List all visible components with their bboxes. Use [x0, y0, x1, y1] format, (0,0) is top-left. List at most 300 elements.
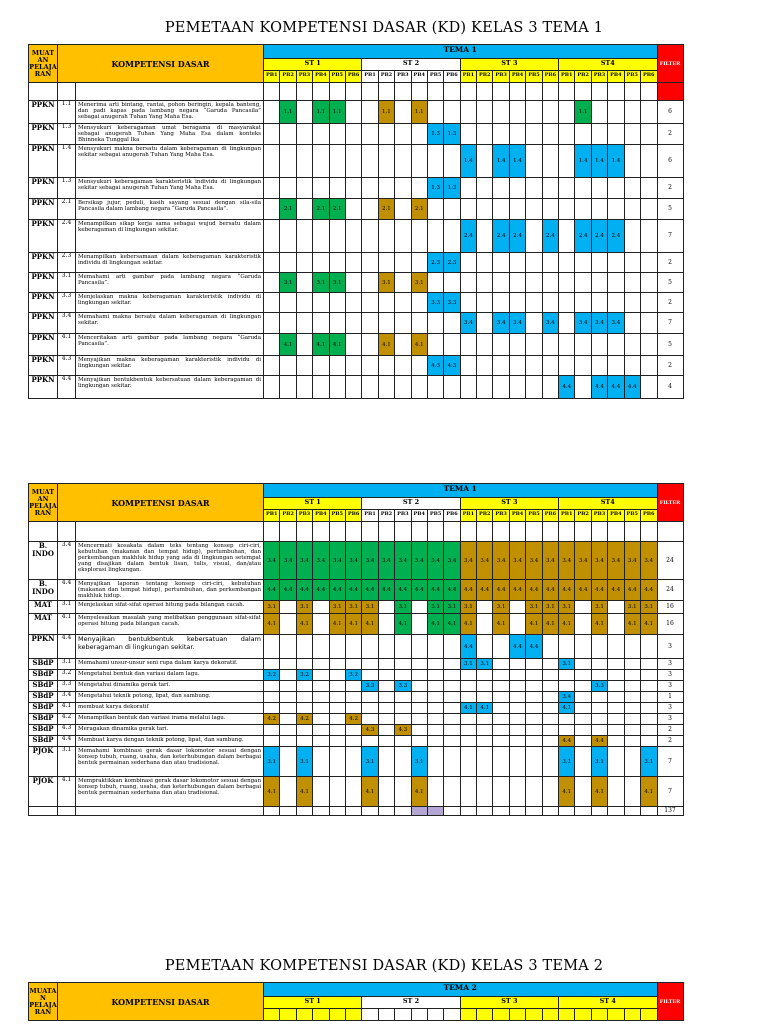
mapping-cell: 4.1	[591, 614, 607, 635]
mapping-cell-empty	[362, 356, 378, 376]
mapping-cell: 4.4	[526, 635, 542, 659]
mapping-cell-empty	[313, 178, 329, 199]
mapping-cell-empty	[477, 601, 493, 614]
pembelajaran-header	[280, 1009, 296, 1021]
empty-cell	[378, 522, 394, 542]
mapping-cell-empty	[313, 725, 329, 736]
pembelajaran-header	[444, 1009, 460, 1021]
empty-cell	[58, 522, 76, 542]
mapping-cell: 1.4	[608, 145, 624, 178]
mapping-cell-empty	[608, 692, 624, 703]
mapping-cell-empty	[329, 659, 345, 670]
mapping-cell-empty	[378, 124, 394, 145]
mapping-cell-empty	[608, 635, 624, 659]
mapping-cell-empty	[296, 220, 312, 253]
mapping-cell-empty	[411, 725, 427, 736]
subject-cell: SBdP	[29, 736, 58, 747]
subject-cell: SBdP	[29, 659, 58, 670]
mapping-cell-empty	[542, 681, 558, 692]
empty-cell	[29, 807, 58, 816]
mapping-cell-empty	[395, 659, 411, 670]
mapping-cell-empty	[526, 220, 542, 253]
mapping-cell-empty	[329, 178, 345, 199]
mapping-cell-empty	[640, 124, 657, 145]
empty-cell	[427, 83, 443, 101]
mapping-cell-empty	[624, 145, 640, 178]
mapping-cell-empty	[591, 273, 607, 293]
mapping-cell-empty	[345, 635, 361, 659]
row-total-cell: 16	[657, 601, 683, 614]
mapping-cell-empty	[460, 334, 476, 356]
pembelajaran-header	[460, 1009, 476, 1021]
mapping-cell: 4.2	[345, 714, 361, 725]
mapping-cell-empty	[378, 178, 394, 199]
mapping-cell-empty	[559, 124, 575, 145]
mapping-cell-empty	[280, 376, 296, 399]
mapping-cell-empty	[608, 253, 624, 273]
mapping-cell-empty	[542, 293, 558, 313]
kd-code-cell: 1.3	[58, 178, 76, 199]
mapping-cell: 3.4	[411, 542, 427, 580]
subtema-header: ST 1	[264, 498, 362, 510]
empty-cell	[76, 522, 264, 542]
mapping-cell-empty	[362, 376, 378, 399]
row-total-cell: 5	[657, 273, 683, 293]
mapping-cell-empty	[542, 199, 558, 220]
mapping-cell: 3.4	[264, 542, 280, 580]
table-row	[29, 747, 684, 777]
mapping-cell-empty	[477, 670, 493, 681]
mapping-cell: 3.4	[362, 542, 378, 580]
kompetensi-dasar-header: KOMPETENSI DASAR	[58, 45, 264, 83]
mapping-cell-empty	[559, 101, 575, 124]
pembelajaran-header: PB6	[542, 71, 558, 83]
mapping-cell-empty	[493, 253, 509, 273]
mapping-cell-empty	[460, 736, 476, 747]
kd-code-cell: 4.3	[58, 356, 76, 376]
mapping-cell-empty	[477, 101, 493, 124]
mapping-cell: 4.2	[296, 714, 312, 725]
mapping-cell-empty	[395, 703, 411, 714]
mapping-cell-empty	[575, 199, 591, 220]
mapping-cell-empty	[427, 747, 443, 777]
subtema-header: ST 3	[460, 997, 558, 1009]
empty-cell	[559, 522, 575, 542]
mapping-cell-empty	[427, 681, 443, 692]
mapping-cell-empty	[460, 293, 476, 313]
mapping-cell-empty	[575, 725, 591, 736]
pembelajaran-header: PB3	[296, 71, 312, 83]
kd-code-cell: 4.1	[58, 777, 76, 807]
mapping-cell-empty	[575, 635, 591, 659]
mapping-cell-empty	[280, 356, 296, 376]
mapping-cell-empty	[526, 670, 542, 681]
mapping-cell-empty	[575, 601, 591, 614]
mapping-cell-empty	[378, 293, 394, 313]
mapping-cell: 2.4	[460, 220, 476, 253]
empty-cell	[345, 83, 361, 101]
empty-cell	[608, 807, 624, 816]
mapping-cell-empty	[378, 313, 394, 334]
empty-cell	[313, 807, 329, 816]
mapping-cell: 3.1	[378, 273, 394, 293]
mapping-cell: 4.1	[313, 334, 329, 356]
kd-code-cell: 4.4	[58, 376, 76, 399]
mapping-cell-empty	[264, 101, 280, 124]
subtema-header: ST 3	[460, 498, 558, 510]
mapping-cell-empty	[624, 178, 640, 199]
mapping-cell: 3.4	[559, 542, 575, 580]
mapping-cell-empty	[559, 725, 575, 736]
mapping-cell: 4.4	[427, 580, 443, 601]
mapping-cell-empty	[313, 293, 329, 313]
mapping-cell: 3.1	[624, 601, 640, 614]
mapping-cell-empty	[509, 725, 525, 736]
empty-cell	[542, 83, 558, 101]
mapping-cell-empty	[542, 356, 558, 376]
mapping-cell-empty	[509, 747, 525, 777]
mapping-cell-empty	[280, 777, 296, 807]
row-total-cell: 24	[657, 580, 683, 601]
mapping-cell-empty	[427, 313, 443, 334]
empty-cell	[460, 522, 476, 542]
mapping-cell-empty	[526, 101, 542, 124]
empty-cell	[477, 83, 493, 101]
mapping-cell-empty	[411, 124, 427, 145]
mapping-cell: 3.4	[395, 542, 411, 580]
mapping-cell-empty	[280, 614, 296, 635]
mapping-cell-empty	[460, 681, 476, 692]
mapping-cell-empty	[509, 101, 525, 124]
mapping-cell: 4.4	[477, 580, 493, 601]
empty-cell	[264, 807, 280, 816]
subtema-header: ST 3	[460, 59, 558, 71]
kd-code-cell: 4.1	[58, 614, 76, 635]
table-row	[29, 542, 684, 580]
mapping-cell-empty	[427, 199, 443, 220]
table-row	[29, 376, 684, 399]
mapping-cell-empty	[427, 670, 443, 681]
mapping-cell-empty	[444, 736, 460, 747]
pembelajaran-header	[509, 1009, 525, 1021]
mapping-cell-empty	[575, 747, 591, 777]
mapping-cell-empty	[509, 199, 525, 220]
mapping-cell-empty	[345, 199, 361, 220]
mapping-cell-empty	[444, 714, 460, 725]
kd-code-cell: 3.3	[58, 293, 76, 313]
mapping-cell-empty	[640, 725, 657, 736]
kd-description-cell: Mencermati kosakata dalam teks tentang konsep ciri-ciri, kebutuhan (makanan dan tempat hidup), pertumbuhan, dan perkembangan makhluk hidup yang ada di lingkungan setempat yang disajikan dalam bentuk lisan, tulis, visual, dan/atau eksplorasi lingkungan.	[76, 542, 264, 580]
mapping-cell: 3.4	[444, 542, 460, 580]
mapping-cell-empty	[591, 334, 607, 356]
mapping-cell: 1.1	[378, 101, 394, 124]
mapping-cell-empty	[460, 356, 476, 376]
mapping-cell: 3.3	[591, 681, 607, 692]
mapping-cell-empty	[444, 747, 460, 777]
mapping-cell-empty	[559, 635, 575, 659]
mapping-cell-empty	[411, 703, 427, 714]
pembelajaran-header: PB4	[509, 71, 525, 83]
kd-code-cell: 3.1	[58, 747, 76, 777]
mapping-cell-empty	[575, 273, 591, 293]
mapping-cell-empty	[575, 670, 591, 681]
mapping-cell: 4.4	[313, 580, 329, 601]
mapping-cell-empty	[395, 313, 411, 334]
subject-cell: PPKN	[29, 145, 58, 178]
mapping-cell-empty	[624, 220, 640, 253]
pembelajaran-header	[640, 1009, 657, 1021]
row-total-cell: 3	[657, 703, 683, 714]
mapping-cell: 1.4	[460, 145, 476, 178]
mapping-cell: 4.1	[444, 614, 460, 635]
mapping-cell-empty	[624, 692, 640, 703]
subtema-header: ST 1	[264, 997, 362, 1009]
mapping-cell: 3.1	[591, 747, 607, 777]
mapping-cell: 4.4	[460, 580, 476, 601]
mapping-cell-empty	[640, 670, 657, 681]
mapping-cell-empty	[296, 253, 312, 273]
page-title-1: PEMETAAN KOMPETENSI DASAR (KD) KELAS 3 TEMA 1	[164, 20, 604, 36]
mapping-cell: 4.1	[460, 614, 476, 635]
kd-description-cell: Meragakan dinamika gerak tari.	[76, 725, 264, 736]
mapping-cell-empty	[559, 273, 575, 293]
pembelajaran-header: PB1	[264, 510, 280, 522]
mapping-cell-empty	[329, 376, 345, 399]
mapping-cell: 4.1	[329, 614, 345, 635]
pembelajaran-header	[575, 1009, 591, 1021]
mapping-cell-empty	[624, 670, 640, 681]
mapping-cell: 4.4	[296, 580, 312, 601]
mapping-cell: 3.1	[460, 659, 476, 670]
mapping-cell-empty	[526, 145, 542, 178]
mapping-cell-empty	[411, 313, 427, 334]
mapping-cell-empty	[395, 199, 411, 220]
mapping-cell-empty	[427, 692, 443, 703]
table-row	[29, 614, 684, 635]
mapping-cell-empty	[591, 293, 607, 313]
empty-cell	[378, 83, 394, 101]
row-total-cell: 7	[657, 313, 683, 334]
mapping-cell-empty	[640, 178, 657, 199]
row-total-cell: 6	[657, 101, 683, 124]
mapping-cell-empty	[313, 124, 329, 145]
kd-description-cell: Menyelesaikan masalah yang melibatkan penggunaan sifat-sifat operasi hitung pada bilangan cacah.	[76, 614, 264, 635]
mapping-cell: 4.4	[460, 635, 476, 659]
table-row	[29, 199, 684, 220]
mapping-cell-empty	[526, 199, 542, 220]
mapping-cell-empty	[395, 692, 411, 703]
mapping-cell: 4.1	[542, 614, 558, 635]
kd-description-cell: Menceritakan arti gambar pada lambang negara “Garuda Pancasila”.	[76, 334, 264, 356]
kd-description-cell: Menampilkan bentuk dan variasi irama melalui lagu.	[76, 714, 264, 725]
mapping-cell-empty	[608, 199, 624, 220]
table-row	[29, 777, 684, 807]
mapping-cell-empty	[444, 145, 460, 178]
mapping-cell: 3.2	[264, 670, 280, 681]
mapping-cell-empty	[477, 334, 493, 356]
mapping-cell: 3.1	[345, 601, 361, 614]
mapping-cell-empty	[444, 273, 460, 293]
empty-cell	[76, 83, 264, 101]
mapping-cell-empty	[640, 635, 657, 659]
mapping-cell: 4.4	[493, 580, 509, 601]
empty-cell	[608, 83, 624, 101]
row-total-cell: 3	[657, 681, 683, 692]
kd-code-cell: 3.4	[58, 313, 76, 334]
empty-cell	[526, 522, 542, 542]
mapping-cell-empty	[427, 145, 443, 178]
row-total-cell: 7	[657, 220, 683, 253]
pembelajaran-header	[264, 1009, 280, 1021]
mapping-cell-empty	[345, 124, 361, 145]
pembelajaran-header: PB6	[640, 71, 657, 83]
mapping-cell: 4.3	[395, 725, 411, 736]
row-total-cell: 24	[657, 542, 683, 580]
mapping-cell: 3.4	[575, 313, 591, 334]
pembelajaran-header: PB5	[329, 71, 345, 83]
mapping-cell: 3.4	[378, 542, 394, 580]
kd-description-cell: Membuat karya dengan teknik potong, lipat, dan sambung.	[76, 736, 264, 747]
mapping-cell: 4.3	[444, 356, 460, 376]
mapping-cell: 3.1	[640, 601, 657, 614]
mapping-cell-empty	[608, 356, 624, 376]
mapping-cell: 4.1	[395, 614, 411, 635]
empty-cell	[591, 807, 607, 816]
mapping-cell-empty	[624, 356, 640, 376]
empty-cell	[575, 83, 591, 101]
pembelajaran-header: PB6	[542, 510, 558, 522]
mapping-cell-empty	[362, 220, 378, 253]
pembelajaran-header	[296, 1009, 312, 1021]
mapping-cell-empty	[329, 736, 345, 747]
mapping-cell-empty	[542, 635, 558, 659]
table-row	[29, 703, 684, 714]
empty-cell	[493, 807, 509, 816]
pembelajaran-header: PB6	[345, 71, 361, 83]
subject-cell: SBdP	[29, 692, 58, 703]
subject-cell: PPKN	[29, 356, 58, 376]
kd-code-cell: 1.1	[58, 101, 76, 124]
mapping-cell-empty	[624, 293, 640, 313]
mapping-cell-empty	[509, 124, 525, 145]
pembelajaran-header: PB1	[460, 71, 476, 83]
mapping-cell-empty	[296, 101, 312, 124]
mapping-cell-empty	[509, 253, 525, 273]
kd-description-cell: Menjelaskan makna keberagaman karakteristik individu di lingkungan sekitar.	[76, 293, 264, 313]
mapping-cell-empty	[493, 714, 509, 725]
empty-cell	[378, 807, 394, 816]
mapping-cell-empty	[395, 101, 411, 124]
mapping-cell: 4.2	[264, 714, 280, 725]
empty-cell	[575, 522, 591, 542]
table-row	[29, 580, 684, 601]
pembelajaran-header	[526, 1009, 542, 1021]
kd-description-cell: Mensyukuri keberagaman umat beragama di masyarakat sebagai anugerah Tuhan Yang Maha Esa dalam konteks Bhinneka Tunggal Ika	[76, 124, 264, 145]
kd-description-cell: Mengetahui teknik potong, lipat, dan sambung.	[76, 692, 264, 703]
mapping-cell-empty	[378, 635, 394, 659]
mapping-cell-empty	[313, 253, 329, 273]
mapping-cell: 3.4	[509, 542, 525, 580]
mapping-cell: 3.1	[542, 601, 558, 614]
mapping-cell-empty	[542, 273, 558, 293]
mapping-cell-empty	[526, 356, 542, 376]
mapping-cell-empty	[575, 178, 591, 199]
mapping-cell: 1.4	[493, 145, 509, 178]
mapping-cell-empty	[526, 714, 542, 725]
kd-code-cell: 4.4	[58, 580, 76, 601]
mapping-cell-empty	[362, 145, 378, 178]
mapping-cell-empty	[640, 714, 657, 725]
mapping-cell-empty	[345, 681, 361, 692]
mapping-cell: 4.1	[624, 614, 640, 635]
empty-cell	[411, 807, 427, 816]
mapping-cell-empty	[575, 124, 591, 145]
mapping-cell-empty	[280, 725, 296, 736]
kd-code-cell: 2.3	[58, 253, 76, 273]
mapping-cell-empty	[460, 670, 476, 681]
mapping-cell-empty	[411, 220, 427, 253]
empty-cell	[608, 522, 624, 542]
muatan-header: MUAT AN PELAJA RAN	[29, 45, 58, 83]
mapping-cell-empty	[264, 356, 280, 376]
kd-code-cell: 4.4	[58, 736, 76, 747]
mapping-cell: 4.1	[526, 614, 542, 635]
mapping-cell: 3.4	[591, 313, 607, 334]
pembelajaran-header: PB1	[559, 510, 575, 522]
tema-header: TEMA 1	[264, 484, 658, 498]
subject-cell: PPKN	[29, 253, 58, 273]
tema-header: TEMA 1	[264, 45, 658, 59]
kd-description-cell: Memahami makna bersatu dalam keberagaman di lingkungan sekitar.	[76, 313, 264, 334]
mapping-cell-empty	[624, 313, 640, 334]
mapping-cell-empty	[624, 273, 640, 293]
mapping-cell: 3.1	[264, 601, 280, 614]
pembelajaran-header: PB1	[362, 510, 378, 522]
subtema-header: ST 2	[362, 498, 460, 510]
empty-cell	[427, 807, 443, 816]
mapping-cell-empty	[411, 681, 427, 692]
empty-cell	[542, 522, 558, 542]
pembelajaran-header	[559, 1009, 575, 1021]
empty-cell	[395, 807, 411, 816]
table-row	[29, 313, 684, 334]
table-row	[29, 124, 684, 145]
empty-cell	[640, 807, 657, 816]
mapping-cell: 4.1	[460, 703, 476, 714]
table-row	[29, 659, 684, 670]
mapping-cell-empty	[542, 725, 558, 736]
empty-cell	[493, 83, 509, 101]
kompetensi-dasar-header: KOMPETENSI DASAR	[58, 983, 264, 1021]
pembelajaran-header: PB6	[444, 510, 460, 522]
kd-description-cell: membuat karya dekoratif	[76, 703, 264, 714]
mapping-cell: 4.4	[591, 736, 607, 747]
mapping-cell-empty	[509, 703, 525, 714]
empty-cell	[280, 83, 296, 101]
filter-header: FILTER	[657, 484, 683, 522]
mapping-cell-empty	[493, 334, 509, 356]
mapping-cell-empty	[509, 376, 525, 399]
mapping-cell-empty	[296, 703, 312, 714]
mapping-cell-empty	[444, 725, 460, 736]
mapping-cell: 3.4	[575, 542, 591, 580]
subject-cell: PPKN	[29, 334, 58, 356]
mapping-cell: 4.4	[378, 580, 394, 601]
mapping-cell: 3.1	[264, 747, 280, 777]
kd-code-cell: 4.1	[58, 703, 76, 714]
empty-cell	[58, 83, 76, 101]
mapping-cell: 3.1	[427, 601, 443, 614]
